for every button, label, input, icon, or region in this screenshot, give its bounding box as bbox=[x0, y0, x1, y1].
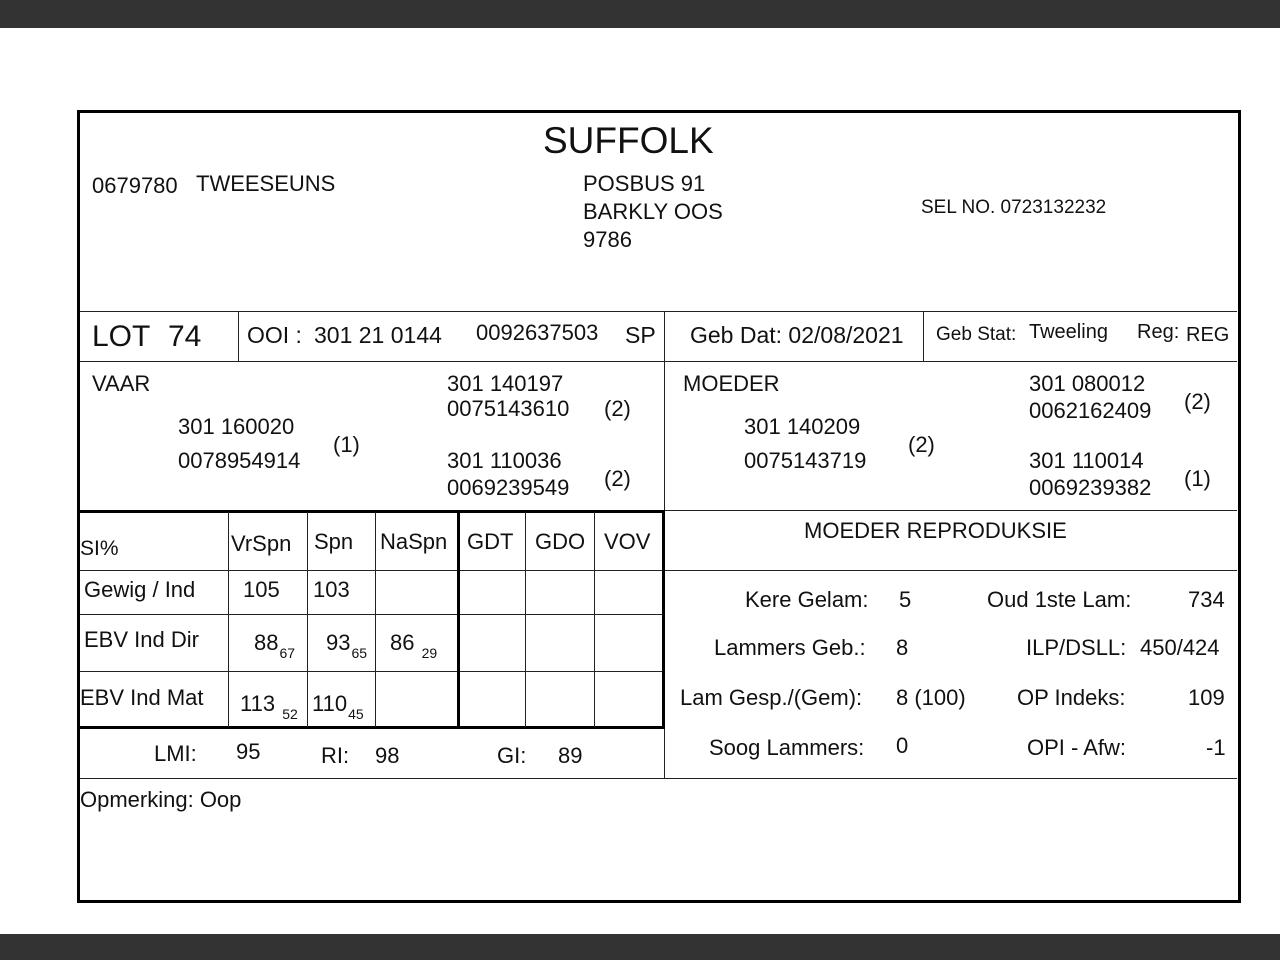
lmi-value: 95 bbox=[236, 739, 261, 764]
row-label-gewig: Gewig / Ind bbox=[84, 577, 196, 602]
si-header-vov: VOV bbox=[604, 529, 651, 554]
lot-label: LOT bbox=[92, 320, 151, 353]
paternal-granddam-number: 0069239549 bbox=[447, 475, 570, 500]
card-border bbox=[77, 110, 1241, 903]
paternal-grandsire-code: (2) bbox=[604, 396, 631, 421]
ilp-dsll-label: ILP/DSLL: bbox=[1026, 635, 1127, 660]
ri-label: RI: bbox=[321, 743, 350, 768]
kere-gelam-label: Kere Gelam: bbox=[745, 587, 869, 612]
divider bbox=[80, 311, 1237, 312]
soog-lammers-value: 0 bbox=[896, 733, 909, 758]
si-table-bottom bbox=[80, 726, 665, 729]
gi-label: GI: bbox=[497, 743, 527, 768]
ebv-dir-naspn: 86 $_{29}$ bbox=[390, 630, 438, 661]
si-header-gdt: GDT bbox=[467, 529, 514, 554]
sel-no: SEL NO. 0723132232 bbox=[921, 197, 1107, 218]
si-header-spn: Spn bbox=[314, 529, 354, 554]
oud-1ste-lam-value: 734 bbox=[1188, 587, 1225, 612]
si-header-gdo: GDO bbox=[535, 529, 586, 554]
oud-1ste-lam-label: Oud 1ste Lam: bbox=[987, 587, 1132, 612]
maternal-granddam-number: 0069239382 bbox=[1029, 475, 1152, 500]
ooi-code: SP bbox=[625, 322, 656, 348]
ebv-mat-spn: $110_{45}$ bbox=[312, 691, 364, 722]
lam-gesp-label: Lam Gesp./(Gem): bbox=[680, 685, 863, 710]
reg-value: REG bbox=[1186, 324, 1230, 346]
divider bbox=[923, 311, 924, 361]
paternal-granddam-code: (2) bbox=[604, 466, 631, 491]
op-indeks-value: 109 bbox=[1188, 685, 1225, 710]
reproduction-title: MOEDER REPRODUKSIE bbox=[804, 518, 1067, 543]
moeder-label: MOEDER bbox=[683, 371, 780, 396]
divider bbox=[80, 361, 1237, 362]
maternal-granddam-code: (1) bbox=[1184, 466, 1211, 491]
geb-stat-value: Tweeling bbox=[1029, 321, 1108, 343]
remark: Opmerking: Oop bbox=[80, 787, 242, 812]
ooi-number: 0092637503 bbox=[476, 320, 599, 345]
divider bbox=[594, 512, 595, 727]
gewig-vrspn: 105 bbox=[243, 577, 280, 602]
op-indeks-label: OP Indeks: bbox=[1017, 685, 1126, 710]
divider bbox=[80, 570, 1237, 571]
paternal-grandsire-id: 301 140197 bbox=[447, 371, 564, 396]
divider bbox=[664, 510, 1237, 511]
dam-number: 0075143719 bbox=[744, 448, 867, 473]
geb-stat-label: Geb Stat: bbox=[936, 324, 1017, 345]
ebv-mat-vrspn: 113 $_{52}$ bbox=[240, 691, 298, 722]
address-line-2: BARKLY OOS bbox=[583, 199, 723, 224]
divider bbox=[80, 778, 1237, 779]
dam-id: 301 140209 bbox=[744, 414, 861, 439]
sire-id: 301 160020 bbox=[178, 414, 295, 439]
ooi-label: OOI : bbox=[247, 322, 302, 348]
sire-code: (1) bbox=[333, 432, 360, 457]
lam-gesp-value: 8 (100) bbox=[896, 685, 966, 710]
gewig-spn: 103 bbox=[313, 577, 350, 602]
owner-name: TWEESEUNS bbox=[196, 171, 336, 196]
reg-label: Reg: bbox=[1137, 321, 1180, 343]
breed-title: SUFFOLK bbox=[543, 120, 714, 161]
geb-dat: Geb Dat: 02/08/2021 bbox=[690, 322, 904, 348]
soog-lammers-label: Soog Lammers: bbox=[709, 735, 865, 760]
ilp-dsll-value: 450/424 bbox=[1140, 635, 1220, 660]
gi-value: 89 bbox=[558, 743, 583, 768]
si-header-naspn: NaSpn bbox=[380, 529, 448, 554]
si-table-right bbox=[662, 512, 665, 727]
si-header-vrspn: VrSpn bbox=[231, 531, 292, 556]
divider bbox=[375, 512, 376, 727]
lammers-geb-label: Lammers Geb.: bbox=[714, 635, 866, 660]
row-label-ebv-dir: EBV Ind Dir bbox=[84, 627, 199, 652]
maternal-grandsire-number: 0062162409 bbox=[1029, 398, 1152, 423]
address-line-1: POSBUS 91 bbox=[583, 171, 706, 196]
row-label-ebv-mat: EBV Ind Mat bbox=[80, 685, 204, 710]
lmi-label: LMI: bbox=[154, 741, 197, 766]
sire-number: 0078954914 bbox=[178, 448, 301, 473]
ooi-id: 301 21 0144 bbox=[314, 322, 442, 348]
ri-value: 98 bbox=[375, 743, 400, 768]
bottom-bar bbox=[0, 934, 1280, 960]
owner-id: 0679780 bbox=[92, 173, 178, 198]
maternal-granddam-id: 301 110014 bbox=[1029, 448, 1144, 473]
ebv-dir-vrspn: $88_{67}$ bbox=[254, 630, 296, 661]
divider bbox=[228, 512, 229, 727]
si-table-split bbox=[457, 512, 460, 727]
maternal-grandsire-code: (2) bbox=[1184, 389, 1211, 414]
divider bbox=[80, 614, 665, 615]
paternal-granddam-id: 301 110036 bbox=[447, 448, 562, 473]
dam-code: (2) bbox=[908, 432, 935, 457]
divider bbox=[80, 671, 665, 672]
lammers-geb-value: 8 bbox=[896, 635, 909, 660]
divider bbox=[525, 512, 526, 727]
maternal-grandsire-id: 301 080012 bbox=[1029, 371, 1146, 396]
opi-afw-label: OPI - Afw: bbox=[1027, 735, 1127, 760]
divider bbox=[307, 512, 308, 727]
opi-afw-value: -1 bbox=[1206, 735, 1226, 760]
address-line-3: 9786 bbox=[583, 227, 632, 252]
vaar-label: VAAR bbox=[92, 371, 151, 396]
si-header-si: SI% bbox=[80, 537, 119, 560]
ebv-dir-spn: $93_{65}$ bbox=[326, 630, 368, 661]
paternal-grandsire-number: 0075143610 bbox=[447, 396, 570, 421]
divider bbox=[238, 311, 239, 361]
top-bar bbox=[0, 0, 1280, 28]
kere-gelam-value: 5 bbox=[899, 587, 912, 612]
lot-number: 74 bbox=[168, 320, 202, 353]
si-table-top bbox=[80, 510, 665, 513]
